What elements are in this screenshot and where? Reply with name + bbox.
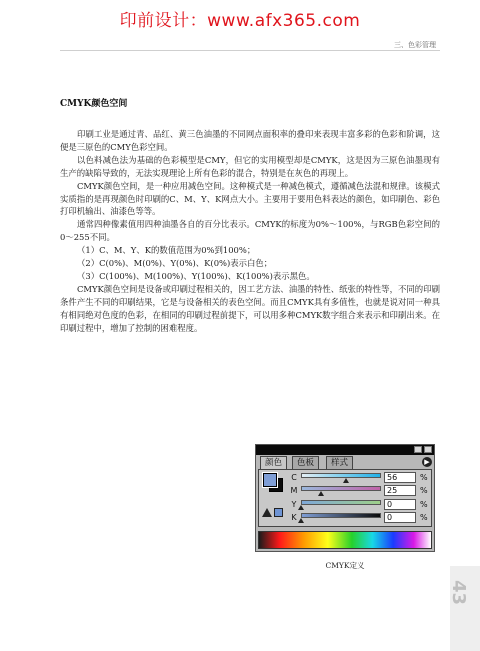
unit-label: % (420, 500, 428, 509)
channel-row-y (289, 499, 431, 511)
channel-slider-k[interactable] (301, 513, 381, 518)
channel-row-m (289, 485, 431, 497)
tab-color[interactable]: 颜色 (260, 456, 287, 470)
channel-label: K (291, 513, 297, 522)
running-head: 三、色彩管理 (394, 41, 436, 49)
channel-slider-m[interactable] (301, 486, 381, 491)
figure-caption: CMYK定义 (325, 561, 365, 570)
page-number: 43 (447, 579, 469, 606)
tab-swatches[interactable]: 色板 (292, 456, 319, 469)
channel-value-input[interactable]: 0 (384, 499, 416, 510)
page-tab (447, 566, 480, 651)
color-spectrum-bar[interactable] (258, 531, 432, 549)
channel-row-k (289, 512, 431, 524)
list-item: （1）C、M、Y、K的数值范围为0%到100%； (77, 245, 256, 256)
channel-label: C (291, 473, 297, 482)
slider-thumb[interactable] (318, 491, 324, 496)
channel-label: M (290, 486, 298, 495)
body-text (60, 128, 440, 335)
unit-label: % (420, 473, 428, 482)
channel-slider-y[interactable] (301, 500, 381, 505)
paragraph: 以色料减色法为基础的色彩模型是CMY，但它的实用模型却是CMYK，这是因为三原色油墨现有生产的缺陷导致的，无法实现理论上所有色彩的混合，特别是在灰色的再现上。 (60, 154, 440, 178)
paragraph: CMYK颜色空间，是一种应用减色空间。这种模式是一种减色模式，遵循减色法混和规律。该模式实质指的是再现颜色时印刷的C、M、Y、K网点大小。主要用于要用色料表达的颜色，如印刷色、彩色打印机输出、油漆色等等。 (60, 180, 440, 217)
channel-value-input[interactable]: 25 (384, 485, 416, 496)
gamut-correction-swatch[interactable] (274, 508, 283, 517)
triangle-right-icon[interactable]: ▶ (422, 457, 432, 467)
slider-thumb[interactable] (298, 505, 304, 510)
slider-thumb[interactable] (343, 478, 349, 483)
close-icon[interactable] (424, 446, 432, 453)
channel-label: Y (291, 500, 297, 509)
site-banner: 印前设计：www.afx365.com (119, 11, 361, 31)
panel-titlebar (256, 445, 434, 455)
foreground-color-swatch[interactable] (263, 473, 277, 487)
panel-body (258, 469, 432, 527)
minimize-icon[interactable] (414, 446, 422, 453)
paragraph: 印刷工业是通过青、品红、黄三色油墨的不同网点面积率的叠印来表现丰富多彩的色彩和阶调，这便是三原色的CMY色彩空间。 (60, 129, 440, 152)
header-divider (60, 50, 440, 51)
slider-thumb[interactable] (298, 518, 304, 523)
section-title: CMYK颜色空间 (60, 99, 128, 109)
list-item: （3）C(100%)、M(100%)、Y(100%)、K(100%)表示黑色。 (77, 270, 315, 281)
gamut-warning-icon[interactable] (262, 508, 272, 517)
unit-label: % (420, 513, 428, 522)
unit-label: % (420, 486, 428, 495)
color-palette-panel (255, 444, 435, 552)
panel-tabs (258, 456, 432, 469)
channel-value-input[interactable]: 56 (384, 472, 416, 483)
tab-styles[interactable]: 样式 (326, 456, 353, 469)
channel-row-c (289, 472, 431, 484)
paragraph: 通常四种像素值用四种油墨各自的百分比表示。CMYK的标度为0%～100%，与RGB色彩空间的0～255不同。 (60, 219, 440, 243)
list-item: （2）C(0%)、M(0%)、Y(0%)、K(0%)表示白色； (77, 258, 273, 269)
channel-value-input[interactable]: 0 (384, 512, 416, 523)
paragraph: CMYK颜色空间是设备或印刷过程相关的，因工艺方法、油墨的特性、纸张的特性等，不同的印刷条件产生不同的印刷结果，它是与设备相关的表色空间。而且CMYK具有多值性，也就是说对同一种具有相同绝对色度的色彩，在相同的印刷过程前提下，可以用多种CMYK数字组合来表示和印刷出来。在印刷过程中，增加了控制的困难程度。 (60, 283, 440, 333)
channel-slider-c[interactable] (301, 473, 381, 478)
